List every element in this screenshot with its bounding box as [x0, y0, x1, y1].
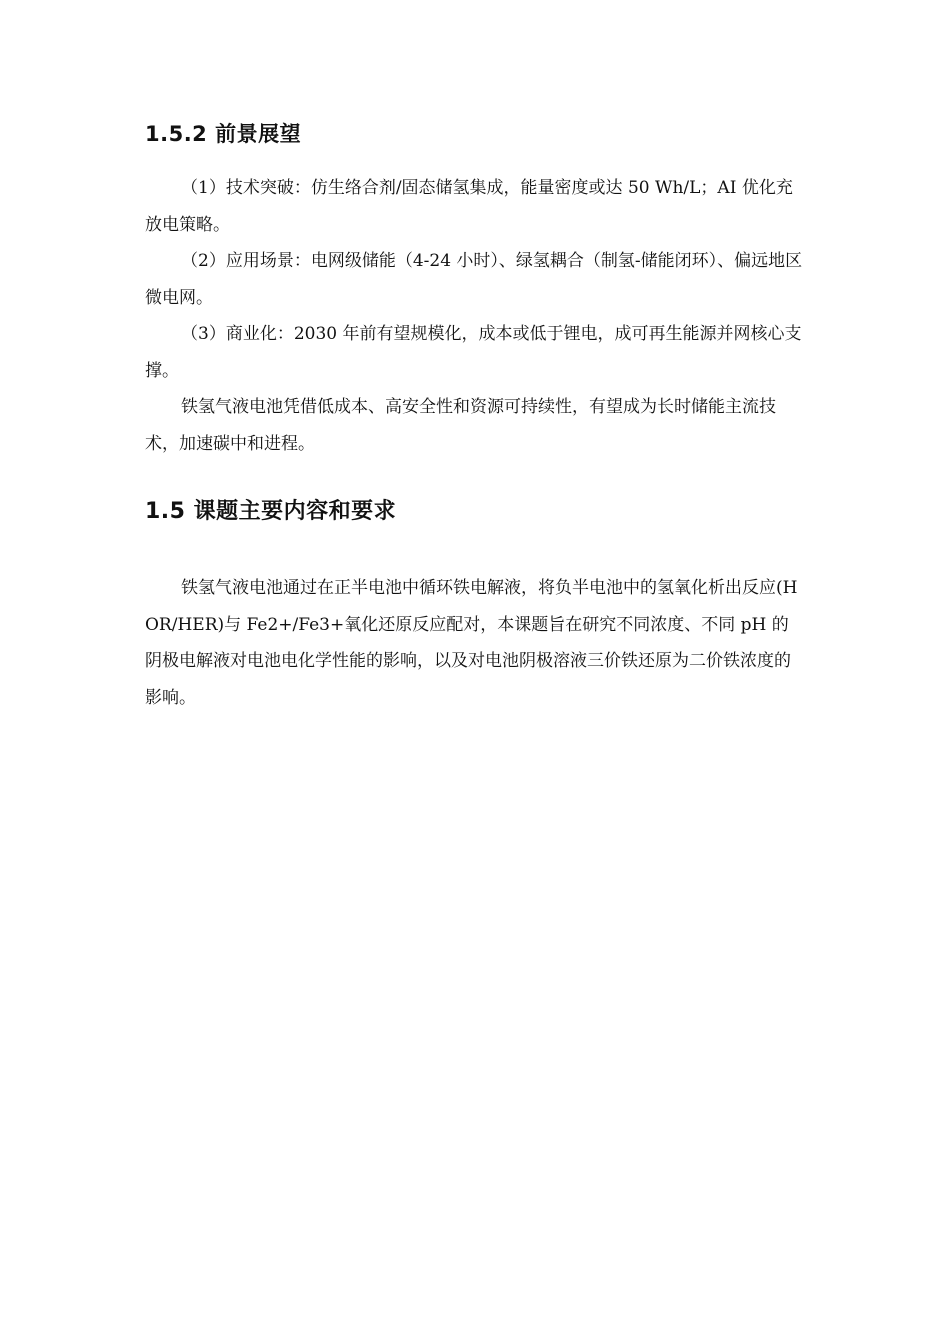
- paragraph-commercialization: （3）商业化：2030 年前有望规模化，成本或低于锂电，成可再生能源并网核心支撑。: [145, 324, 802, 381]
- document-content: [145, 118, 805, 716]
- section-heading-topic-content: 1.5 课题主要内容和要求: [145, 499, 397, 524]
- paragraph-tech-breakthrough: （1）技术突破：仿生络合剂/固态储氢集成，能量密度或达 50 Wh/L；AI 优化充放电策略。: [145, 178, 793, 235]
- paragraph-summary: 铁氢气液电池凭借低成本、高安全性和资源可持续性，有望成为长时储能主流技术，加速碳中和进程。: [145, 397, 776, 454]
- paragraph-topic-description: 铁氢气液电池通过在正半电池中循环铁电解液，将负半电池中的氢氧化析出反应(HOR/HER)与 Fe2+/Fe3+氧化还原反应配对，本课题旨在研究不同浓度、不同 pH 的阴极电解液对电池电化学性能的影响，以及对电池阴极溶液三价铁还原为二价铁浓度的影响。: [145, 578, 798, 708]
- section-heading-outlook: 1.5.2 前景展望: [145, 122, 302, 146]
- paragraph-application-scenarios: （2）应用场景：电网级储能（4-24 小时）、绿氢耦合（制氢-储能闭环）、偏远地区微电网。: [145, 251, 803, 308]
